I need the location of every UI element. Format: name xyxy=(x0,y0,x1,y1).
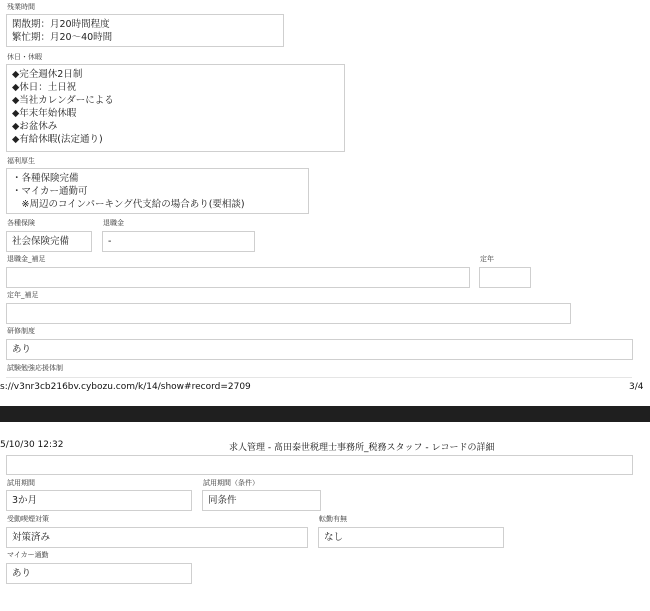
probation-conditions-label: 試用期間（条件） xyxy=(203,479,259,487)
retirement-age-note-field[interactable] xyxy=(6,303,571,324)
holidays-field[interactable] xyxy=(6,64,345,152)
welfare-field[interactable] xyxy=(6,168,309,214)
retirement-age-field[interactable] xyxy=(479,267,531,288)
relocation-field[interactable] xyxy=(318,527,504,548)
retirement-age-note-label: 定年_補足 xyxy=(7,291,39,299)
header-datetime: 5/10/30 12:32 xyxy=(0,440,64,450)
insurance-field[interactable] xyxy=(6,231,92,252)
probation-field[interactable] xyxy=(6,490,192,511)
smoking-field[interactable] xyxy=(6,527,308,548)
smoking-value: 対策済み xyxy=(12,532,51,543)
training-field[interactable] xyxy=(6,339,633,360)
overtime-line: 閑散期：月20時間程度 xyxy=(12,19,110,30)
holidays-line: ◆休日：土日祝 xyxy=(12,82,77,93)
probation-label: 試用期間 xyxy=(7,479,35,487)
holidays-label: 休日・休暇 xyxy=(7,53,42,61)
probation-conditions-value: 同条件 xyxy=(208,495,237,506)
retirement-pay-field[interactable] xyxy=(102,231,255,252)
header-title: 求人管理 - 髙田泰世税理士事務所_税務スタッフ - レコードの詳細 xyxy=(229,443,495,453)
retirement-age-label: 定年 xyxy=(480,255,494,263)
holidays-line: ◆年末年始休暇 xyxy=(12,108,77,119)
field-top-edge xyxy=(6,377,632,378)
insurance-label: 各種保険 xyxy=(7,219,35,227)
training-value: あり xyxy=(12,344,32,355)
welfare-line: ・各種保険完備 xyxy=(12,173,79,184)
retirement-pay-label: 退職金 xyxy=(103,219,124,227)
training-label: 研修制度 xyxy=(7,327,35,335)
exam-support-field[interactable] xyxy=(6,455,633,475)
holidays-line: ◆当社カレンダーによる xyxy=(12,95,114,106)
car-commute-value: あり xyxy=(12,568,32,579)
welfare-label: 福利厚生 xyxy=(7,157,35,165)
holidays-line: ◆有給休暇(法定通り) xyxy=(12,134,103,145)
retirement-pay-note-field[interactable] xyxy=(6,267,470,288)
probation-conditions-field[interactable] xyxy=(202,490,321,511)
overtime-line: 繁忙期：月20～40時間 xyxy=(12,31,113,43)
probation-value: 3か月 xyxy=(12,495,38,506)
relocation-value: なし xyxy=(324,532,344,543)
footer-url: s://v3nr3cb216bv.cybozu.com/k/14/show#record=2709 xyxy=(0,382,251,392)
overtime-field[interactable] xyxy=(6,14,284,47)
holidays-line: ◆お盆休み xyxy=(12,121,58,132)
retirement-pay-value: - xyxy=(108,236,112,247)
relocation-label: 転勤有無 xyxy=(319,515,347,523)
holidays-line: ◆完全週休2日制 xyxy=(12,69,83,80)
car-commute-label: マイカー通勤 xyxy=(7,551,49,559)
exam-support-label: 試験勉強応援体制 xyxy=(7,364,63,372)
smoking-label: 受動喫煙対策 xyxy=(7,515,49,523)
footer-page-number: 3/4 xyxy=(629,382,644,392)
overtime-label: 残業時間 xyxy=(7,3,35,11)
page-break xyxy=(0,406,650,422)
retirement-pay-note-label: 退職金_補足 xyxy=(7,255,46,263)
welfare-line: ※周辺のコインパーキング代支給の場合あり(要相談) xyxy=(12,199,245,210)
welfare-line: ・マイカー通勤可 xyxy=(12,186,88,197)
insurance-value: 社会保険完備 xyxy=(12,236,70,247)
car-commute-field[interactable] xyxy=(6,563,192,584)
